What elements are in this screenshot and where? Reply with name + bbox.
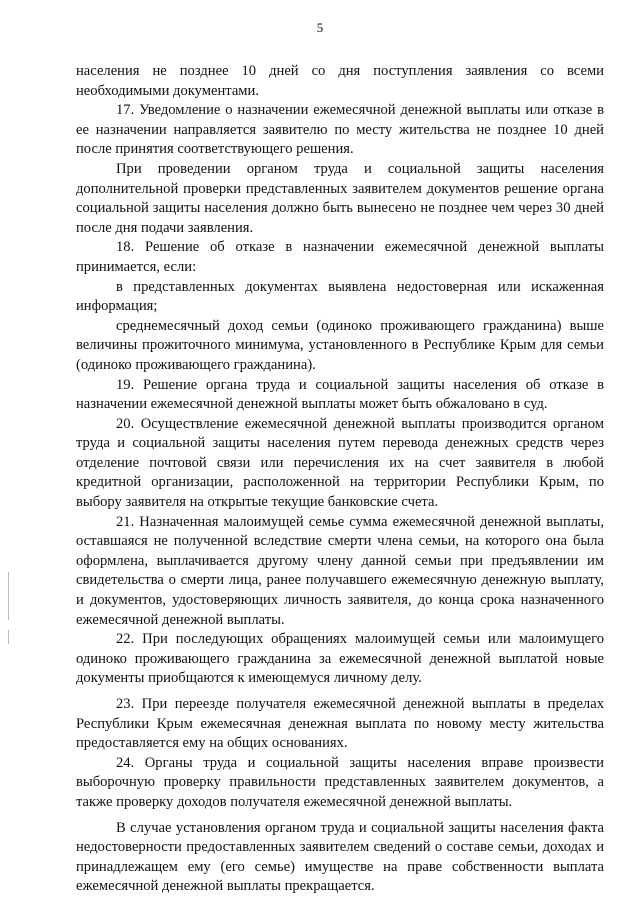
scan-margin-mark xyxy=(8,572,9,620)
paragraph-19: 19. Решение органа труда и социальной защиты населения об отказе в назначении ежемесячной денежной выплаты может быть обжаловано в суд. xyxy=(76,376,604,413)
document-body xyxy=(76,62,604,897)
paragraph-18-reason-1: в представленных документах выявлена недостоверная или искаженная информация; xyxy=(76,278,604,315)
page-number: 5 xyxy=(316,20,324,35)
paragraph-18-reason-2: среднемесячный доход семьи (одиноко проживающего гражданина) выше величины прожиточного минимума, установленного в Республике Крым для семьи (одиноко проживающего гражданина). xyxy=(76,317,604,373)
paragraph-24-termination: В случае установления органом труда и социальной защиты населения факта недостоверности предоставленных заявителем сведений о составе семьи, доходах и принадлежащем ему (его семье) имуществе на праве собственности выплата ежемесячной денежной выплаты прекращается. xyxy=(76,819,604,895)
paragraph-21: 21. Назначенная малоимущей семье сумма ежемесячной денежной выплаты, оставшаяся не полученной вследствие смерти члена семьи, на которого она была оформлена, выплачивается другому члену данной семьи при предъявлении им свидетельства о смерти лица, ранее получавшего ежемесячную денежную выплату, и документов, удостоверяющих личность заявителя, до конца срока назначенного ежемесячной денежной выплаты. xyxy=(76,513,604,628)
paragraph-22: 22. При последующих обращениях малоимущей семьи или малоимущего одиноко проживающего гражданина за ежемесячной денежной выплатой новые документы приобщаются к имеющемуся личному делу. xyxy=(76,631,604,687)
paragraph-18: 18. Решение об отказе в назначении ежемесячной денежной выплаты принимается, если: xyxy=(76,239,604,275)
paragraph-20: 20. Осуществление ежемесячной денежной выплаты производится органом труда и социальной защиты населения путем перевода денежных средств через отделение почтовой связи или перечисления их на счет заявителя в любой кредитной организации, расположенной на территории Республики Крым, по выбору заявителя на открытые текущие банковские счета. xyxy=(76,415,604,511)
paragraph-23: 23. При переезде получателя ежемесячной денежной выплаты в пределах Республики Крым ежемесячная денежная выплата по новому месту жительства предоставляется ему на общих основаниях. xyxy=(76,696,604,752)
paragraph-17: 17. Уведомление о назначении ежемесячной денежной выплаты или отказе в ее назначении направляется заявителю по месту жительства не позднее 10 дней после принятия соответствующего решения. xyxy=(76,102,604,158)
paragraph-17-additional-check: При проведении органом труда и социальной защиты населения дополнительной проверки представленных заявителем документов решение органа социальной защиты населения должно быть вынесено не позднее чем через 30 дней после дня подачи заявления. xyxy=(76,160,604,236)
paragraph-24: 24. Органы труда и социальной защиты населения вправе произвести выборочную проверку правильности представленных заявителем документов, а также проверку доходов получателя ежемесячной денежной выплаты. xyxy=(76,754,604,810)
scan-margin-mark xyxy=(8,630,9,644)
paragraph-continuation: населения не позднее 10 дней со дня поступления заявления со всеми необходимыми документами. xyxy=(76,63,604,99)
